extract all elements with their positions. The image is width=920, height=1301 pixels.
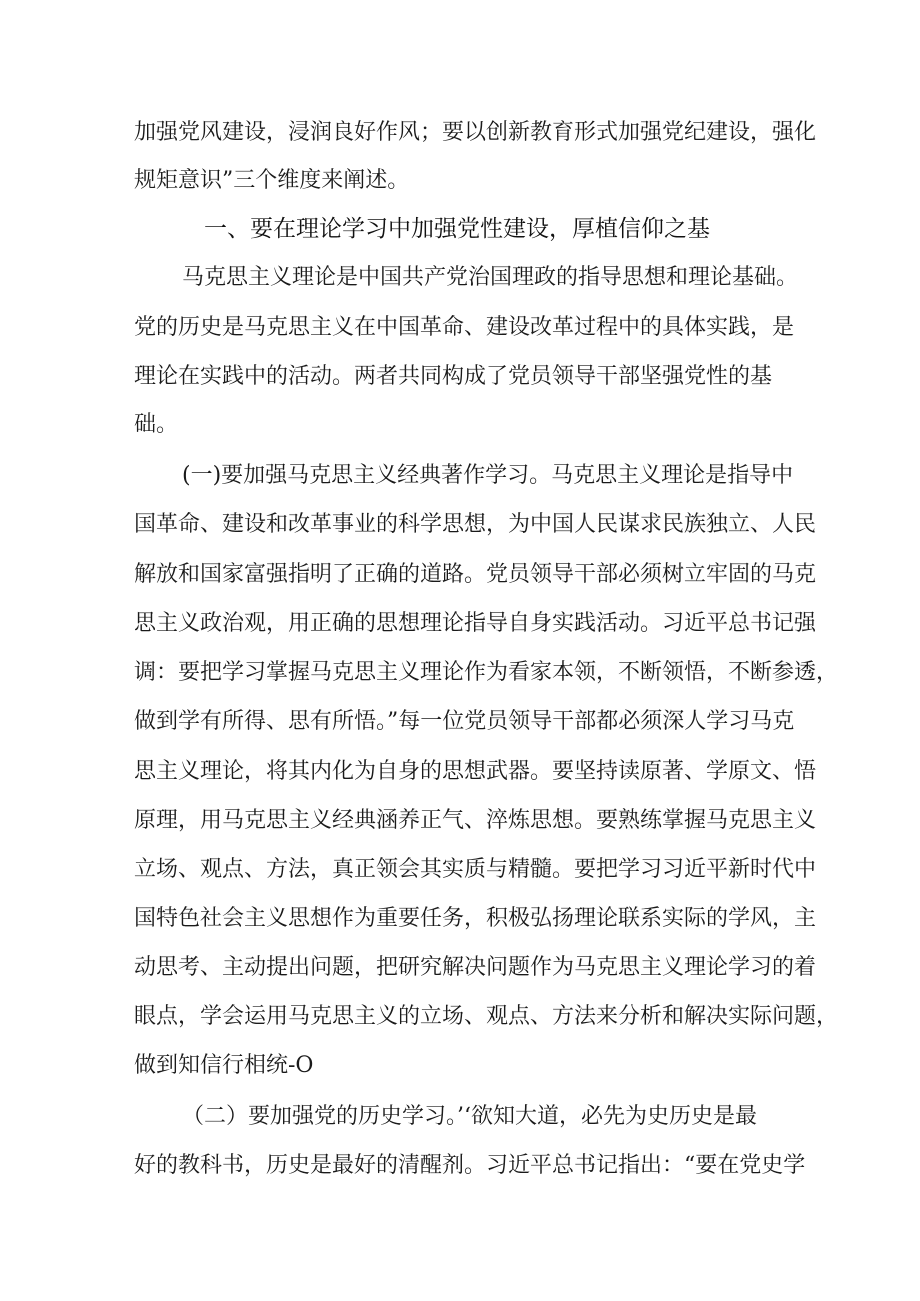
intro-line-2: 规矩意识”三个维度来阐述。 — [134, 168, 410, 193]
intro-line-1: 加强党风建设，浸润良好作风；要以创新教育形式加强党纪建设，强化 — [134, 120, 817, 145]
paragraph-2-line-2: 国革命、建设和改革事业的科学思想，为中国人民谋求民族独立、人民 — [134, 512, 817, 537]
paragraph-2-line-6: 做到学有所得、思有所悟。”每一位党员领导干部都必须深人学习马克 — [134, 709, 795, 734]
paragraph-1-line-3: 理论在实践中的活动。两者共同构成了党员领导干部坚强党性的基 — [134, 364, 773, 389]
paragraph-1-line-2: 党的历史是马克思主义在中国革命、建设改革过程中的具体实践，是 — [134, 315, 795, 340]
paragraph-2-line-10: 国特色社会主义思想作为重要任务，积极弘扬理论联系实际的学风，主 — [134, 906, 817, 931]
paragraph-1-line-4: 础。 — [134, 412, 179, 437]
paragraph-2-line-3: 解放和国家富强指明了正确的道路。党员领导干部必须树立牢固的马克 — [134, 562, 817, 587]
paragraph-3-line-1: （二）要加强党的历史学习。’‘欲知大道，必先为史历史是最 — [182, 1104, 757, 1129]
paragraph-2-line-7: 思主义理论，将其内化为自身的思想武器。要坚持读原著、学原文、悟 — [134, 759, 817, 784]
paragraph-2-line-1: (一)要加强马克思主义经典著作学习。马克思主义理论是指导中 — [182, 463, 794, 488]
section-heading: 一、要在理论学习中加强党性建设，厚植信仰之基 — [204, 216, 710, 242]
paragraph-2-line-5: 调：要把学习掌握马克思主义理论作为看家本领，不断领悟，不断参透， — [134, 660, 839, 685]
paragraph-2-line-4: 思主义政治观，用正确的思想理论指导自身实践活动。习近平总书记强 — [134, 611, 817, 636]
paragraph-2-line-11: 动思考、主动提出问题，把研究解决问题作为马克思主义理论学习的着 — [134, 955, 817, 980]
paragraph-2-line-8: 原理，用马克思主义经典涵养正气、淬炼思想。要熟练掌握马克思主义 — [134, 808, 817, 833]
paragraph-3-line-2: 好的教科书，历史是最好的清醒剂。习近平总书记指出：“要在党史学 — [134, 1153, 806, 1178]
paragraph-2-line-12: 眼点，学会运用马克思主义的立场、观点、方法来分析和解决实际问题， — [134, 1004, 839, 1029]
paragraph-1-line-1: 马克思主义理论是中国共产党治国理政的指导思想和理论基础。 — [182, 265, 799, 290]
paragraph-2-line-13: 做到知信行相统-O — [134, 1053, 314, 1078]
paragraph-2-line-9: 立场、观点、方法，真正领会其实质与精髓。要把学习习近平新时代中 — [134, 857, 817, 882]
